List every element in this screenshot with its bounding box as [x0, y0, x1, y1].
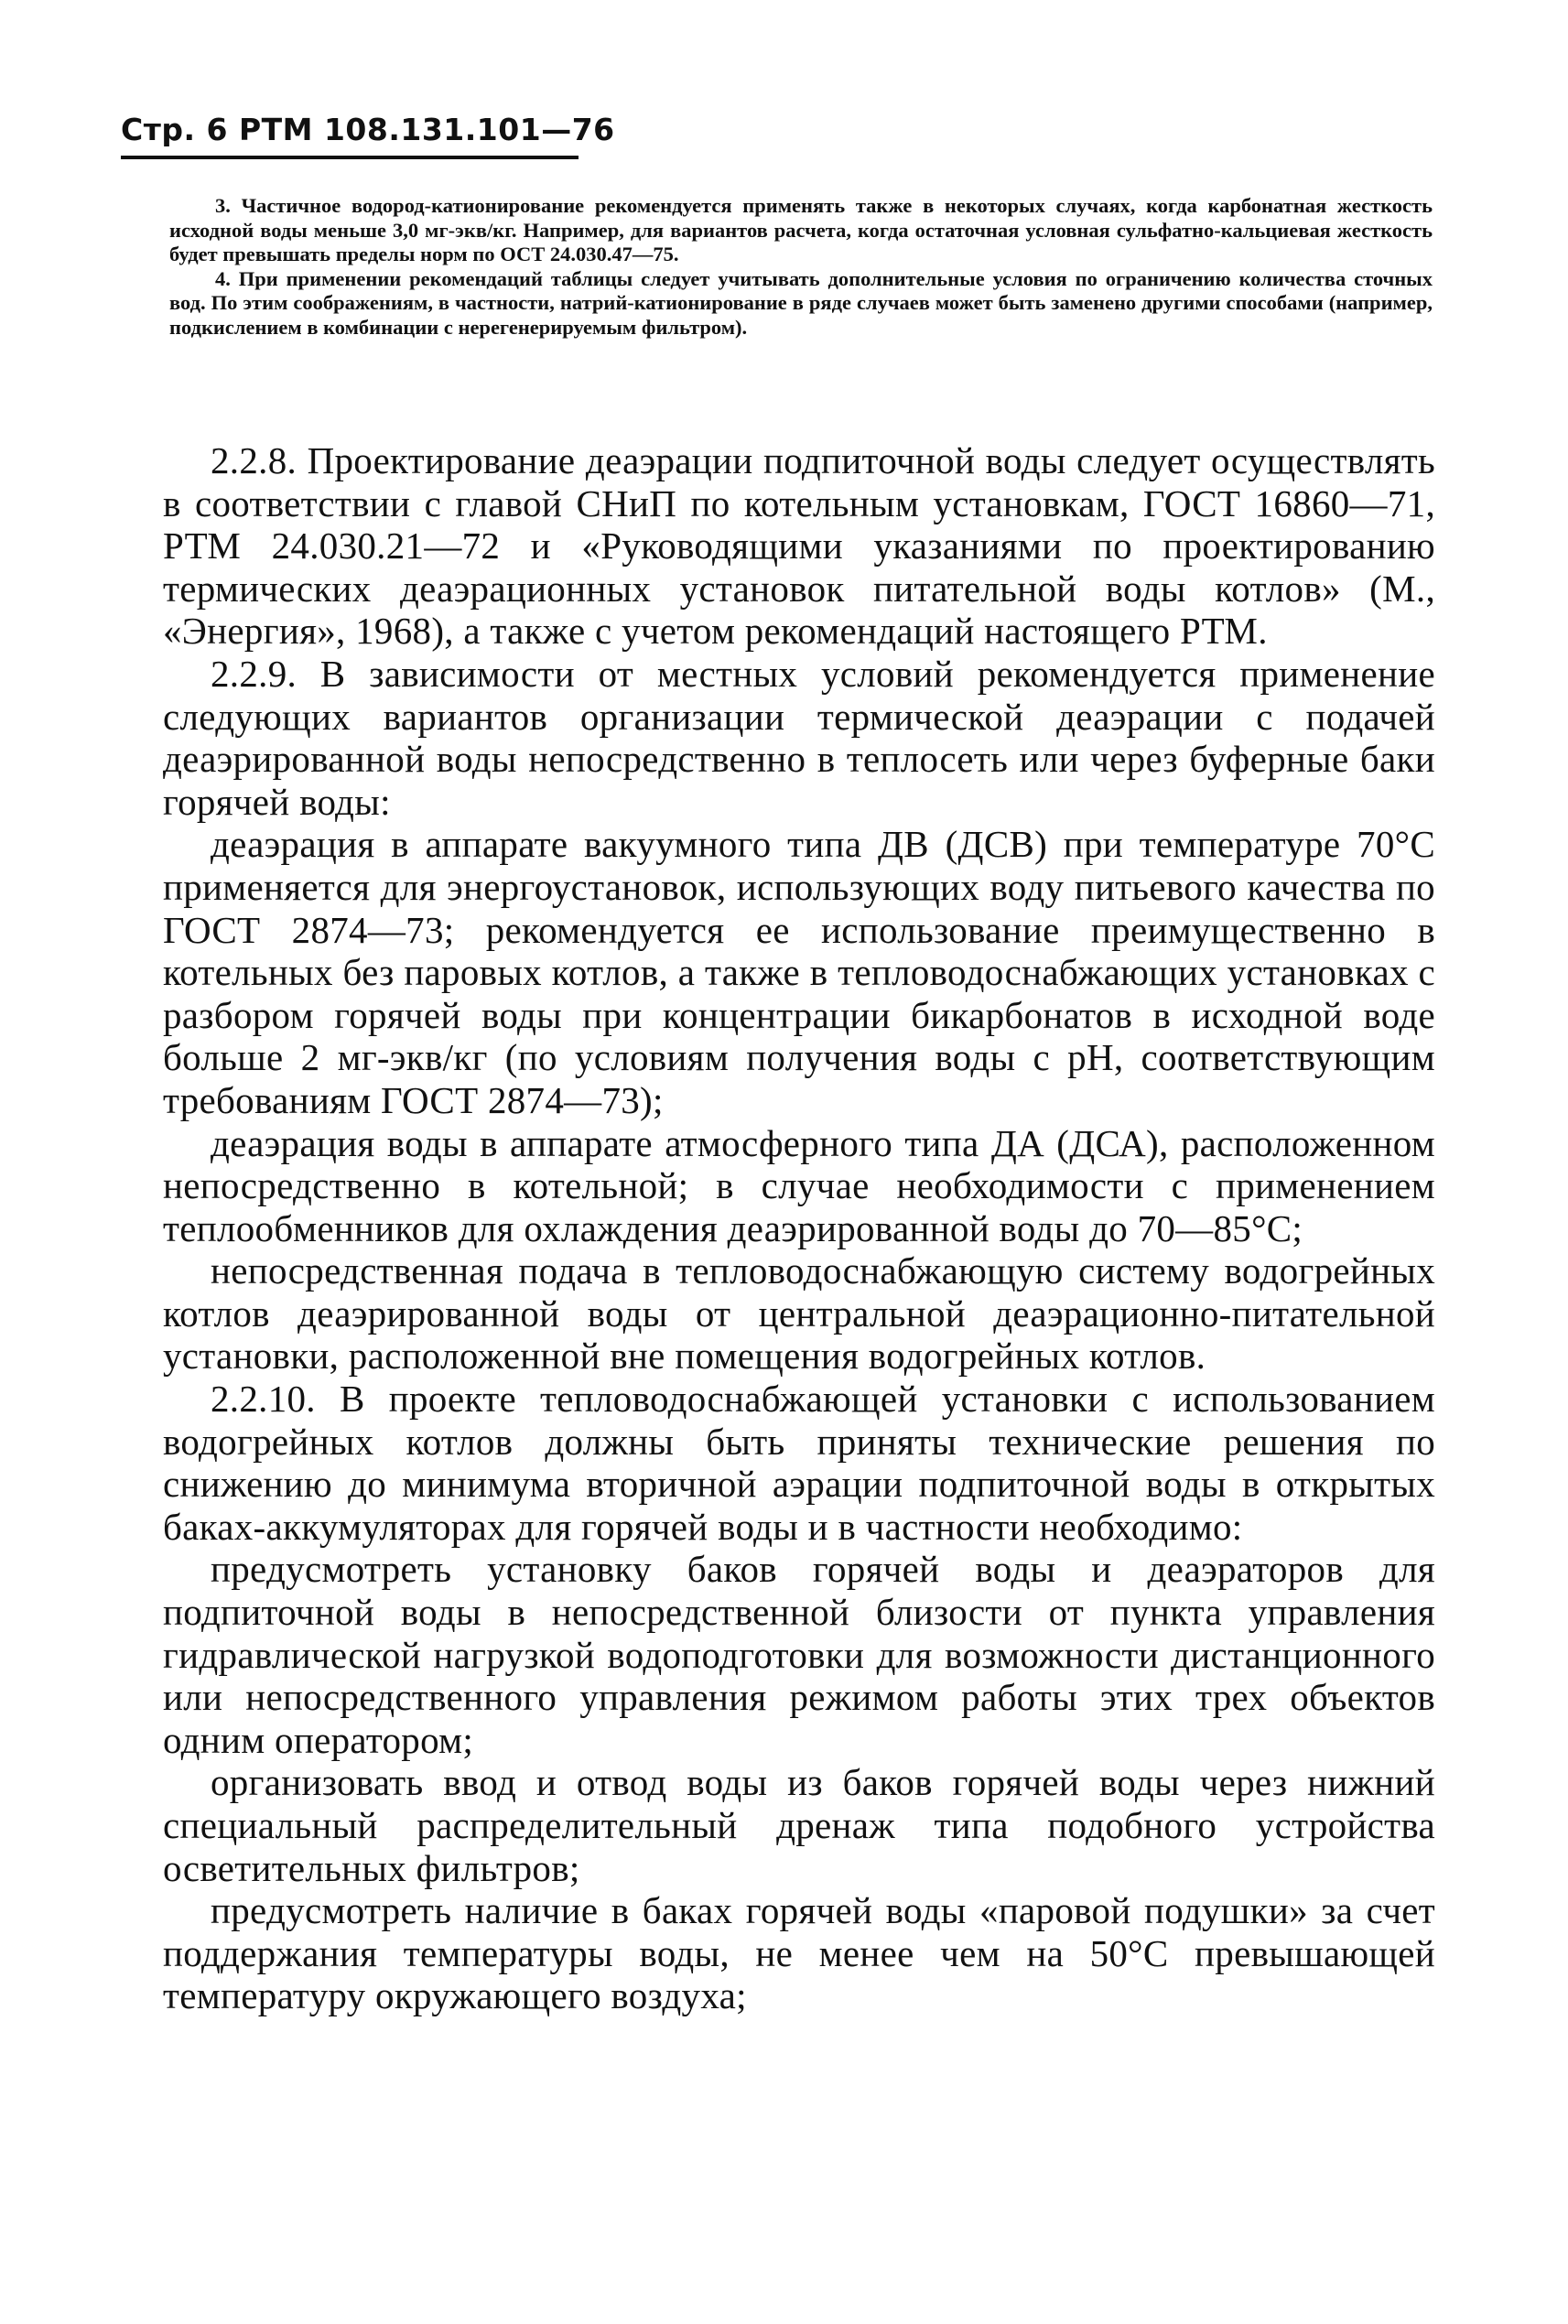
clause-2-2-10: 2.2.10. В проекте тепловодоснабжающей установки с использованием водогрейных котлов должны быть приняты технические решения по снижению до минимума вторичной аэрации подпиточной воды в открытых баках-аккумуляторах для горячей воды и в частности необходимо: [163, 1378, 1435, 1548]
body-text [163, 439, 1435, 2017]
list-item: непосредственная подача в тепловодоснабжающую систему водогрейных котлов деаэрированной воды от центральной деаэрационно-питательной установки, расположенной вне помещения водогрейных котлов. [163, 1249, 1435, 1378]
list-item: организовать ввод и отвод воды из баков горячей воды через нижний специальный распределительный дренаж типа подобного устройства осветительных фильтров; [163, 1761, 1435, 1889]
list-item: деаэрация воды в аппарате атмосферного типа ДА (ДСА), расположенном непосредственно в котельной; в случае необходимости с применением теплообменников для охлаждения деаэрированной воды до 70—85°С; [163, 1121, 1435, 1249]
note-paragraph: 3. Частичное водород-катионирование рекомендуется применять также в некоторых случаях, когда карбонатная жесткость исходной воды меньше 3,0 мг-экв/кг. Например, для вариантов расчета, когда остаточная условная сульфатно-кальциевая жесткость будет превышать пределы норм по ОСТ 24.030.47—75. [169, 194, 1433, 265]
note-paragraph: 4. При применении рекомендаций таблицы следует учитывать дополнительные условия по ограничению количества сточных вод. По этим соображениям, в частности, натрий-катионирование в ряде случаев может быть заменено другими способами (например, подкислением в комбинации с нерегенерируемым фильтром). [169, 266, 1433, 339]
list-item: предусмотреть наличие в баках горячей воды «паровой подушки» за счет поддержания температуры воды, не менее чем на 50°С превышающей температуру окружающего воздуха; [163, 1889, 1435, 2017]
list-item: деаэрация в аппарате вакуумного типа ДВ (ДСВ) при температуре 70°С применяется для энергоустановок, использующих воду питьевого качества по ГОСТ 2874—73; рекомендуется ее использование преимущественно в котельных без паровых котлов, а также в тепловодоснабжающих установках с разбором горячей воды при концентрации бикарбонатов в исходной воде больше 2 мг-экв/кг (по условиям получения воды с pH, соответствующим требованиям ГОСТ 2874—73); [163, 823, 1435, 1121]
clause-2-2-8: 2.2.8. Проектирование деаэрации подпиточной воды следует осуществлять в соответствии с главой СНиП по котельным установкам, ГОСТ 16860—71, РТМ 24.030.21—72 и «Руководящими указаниями по проектированию термических деаэрационных установок питательной воды котлов» (М., «Энергия», 1968), а также с учетом рекомендаций настоящего РТМ. [163, 439, 1435, 653]
header-rule [121, 156, 579, 159]
clause-2-2-9: 2.2.9. В зависимости от местных условий рекомендуется применение следующих вариантов организации термической деаэрации с подачей деаэрированной воды непосредственно в теплосеть или через буферные баки горячей воды: [163, 652, 1435, 823]
list-item: предусмотреть установку баков горячей воды и деаэраторов для подпиточной воды в непосредственной близости от пункта управления гидравлической нагрузкой водоподготовки для возможности дистанционного или непосредственного управления режимом работы этих трех объектов одним оператором; [163, 1548, 1435, 1761]
table-notes [169, 194, 1433, 340]
running-head: Стр. 6 РТМ 108.131.101—76 [121, 112, 615, 147]
